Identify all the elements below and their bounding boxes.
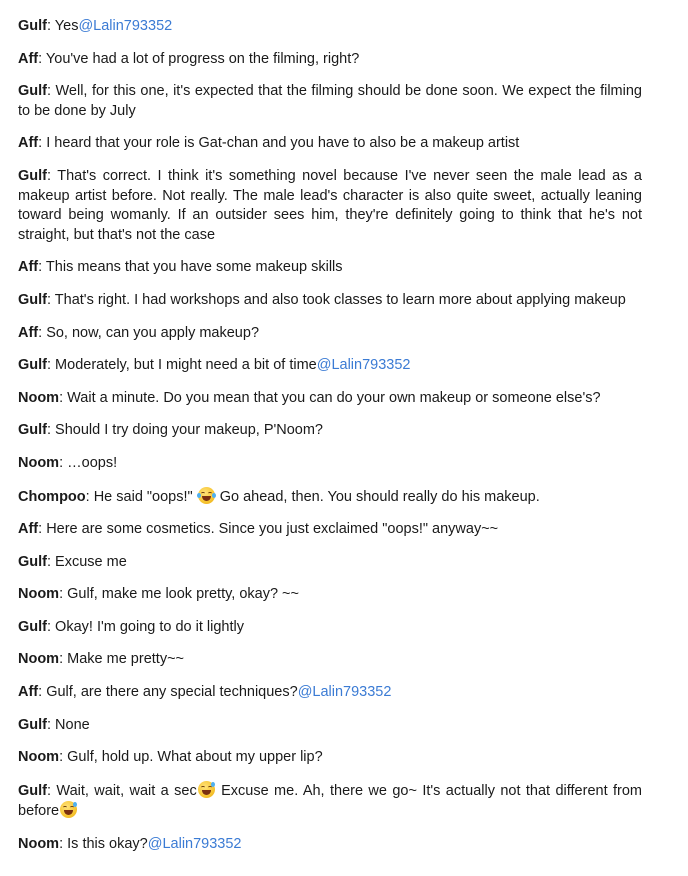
line-text: : You've had a lot of progress on the filming, right? <box>38 50 360 67</box>
line-text: : He said "oops!" <box>85 488 197 505</box>
speaker-name: Aff <box>18 324 39 341</box>
speaker-name: Gulf <box>18 291 47 308</box>
transcript-line <box>18 454 642 474</box>
speaker-name: Gulf <box>18 553 47 570</box>
line-text: : …oops! <box>59 454 118 471</box>
speaker-name: Aff <box>18 684 39 701</box>
transcript-line <box>18 389 642 409</box>
line-text: : I heard that your role is Gat-chan and you have to also be a makeup artist <box>38 135 520 152</box>
transcript-line <box>18 553 642 573</box>
line-text: : Make me pretty~~ <box>59 651 185 668</box>
speaker-name: Gulf <box>18 422 47 439</box>
transcript-line <box>18 835 642 855</box>
line-text: : Should I try doing your makeup, P'Noom? <box>47 422 323 439</box>
speaker-name: Noom <box>18 454 60 471</box>
transcript-line <box>18 487 642 508</box>
face-with-tears-of-joy-icon <box>198 487 215 504</box>
line-text-after: Excuse me. Ah, there we go~ It's actually not that different from before <box>18 782 642 820</box>
speaker-name: Gulf <box>18 357 47 374</box>
speaker-name: Gulf <box>18 18 47 34</box>
line-text: : Yes <box>47 18 79 34</box>
transcript-line <box>18 421 642 441</box>
line-text: : Okay! I'm going to do it lightly <box>47 618 244 635</box>
speaker-name: Gulf <box>18 83 47 100</box>
speaker-name: Gulf <box>18 716 47 733</box>
line-text: : Excuse me <box>47 553 127 570</box>
line-text: : This means that you have some makeup skills <box>38 259 343 276</box>
speaker-name: Noom <box>18 651 60 668</box>
speaker-name: Aff <box>18 259 39 276</box>
line-text: : Wait, wait, wait a sec <box>47 782 197 799</box>
line-text-after: Go ahead, then. You should really do his makeup. <box>215 488 540 505</box>
speaker-name: Gulf <box>18 782 47 799</box>
line-text: : That's correct. I think it's something novel because I've never seen the male lead as a makeup artist before. Not really. The male lead's character is also quite sweet, actually leaning toward being womanly. If an outsider sees him, they're definitely going to think that he's not straight, but that's not the case <box>18 167 642 243</box>
mention-link[interactable]: @Lalin793352 <box>297 684 392 701</box>
mention-link[interactable]: @Lalin793352 <box>78 18 173 34</box>
speaker-name: Chompoo <box>18 488 86 505</box>
speaker-name: Aff <box>18 135 39 152</box>
speaker-name: Gulf <box>18 618 47 635</box>
transcript-line <box>18 167 642 245</box>
transcript-line <box>18 258 642 278</box>
transcript-line <box>18 618 642 638</box>
line-text: : So, now, can you apply makeup? <box>38 324 260 341</box>
speaker-name: Noom <box>18 586 60 603</box>
transcript-line <box>18 585 642 605</box>
transcript-line <box>18 781 642 822</box>
speaker-name: Noom <box>18 749 60 766</box>
transcript-line <box>18 356 642 376</box>
transcript-line <box>18 82 642 121</box>
transcript-line <box>18 291 642 311</box>
line-text: : Is this okay? <box>59 836 148 853</box>
speaker-name: Gulf <box>18 167 47 184</box>
speaker-name: Aff <box>18 521 39 538</box>
transcript-line <box>18 748 642 768</box>
line-text: : Gulf, are there any special techniques? <box>38 684 298 701</box>
transcript-line <box>18 520 642 540</box>
transcript-line <box>18 683 642 703</box>
mention-link[interactable]: @Lalin793352 <box>316 357 411 374</box>
grinning-face-with-sweat-icon <box>60 801 77 818</box>
transcript-line <box>18 50 642 70</box>
line-text: : Moderately, but I might need a bit of time <box>47 357 317 374</box>
mention-link[interactable]: @Lalin793352 <box>147 836 242 853</box>
speaker-name: Noom <box>18 389 60 406</box>
grinning-face-with-sweat-icon <box>198 781 215 798</box>
transcript-line <box>18 134 642 154</box>
transcript-line <box>18 324 642 344</box>
line-text: : Here are some cosmetics. Since you just exclaimed "oops!" anyway~~ <box>38 521 499 538</box>
line-text: : Gulf, make me look pretty, okay? ~~ <box>59 586 299 603</box>
line-text: : None <box>47 716 90 733</box>
transcript-line <box>18 650 642 670</box>
line-text: : Well, for this one, it's expected that the filming should be done soon. We expect the filming to be done by July <box>18 83 642 119</box>
line-text: : That's right. I had workshops and also took classes to learn more about applying makeup <box>47 291 626 308</box>
speaker-name: Noom <box>18 836 60 853</box>
line-text: : Gulf, hold up. What about my upper lip? <box>59 749 323 766</box>
line-text: : Wait a minute. Do you mean that you can do your own makeup or someone else's? <box>59 389 601 406</box>
speaker-name: Aff <box>18 50 39 67</box>
transcript-line <box>18 716 642 736</box>
transcript-line <box>18 17 642 37</box>
